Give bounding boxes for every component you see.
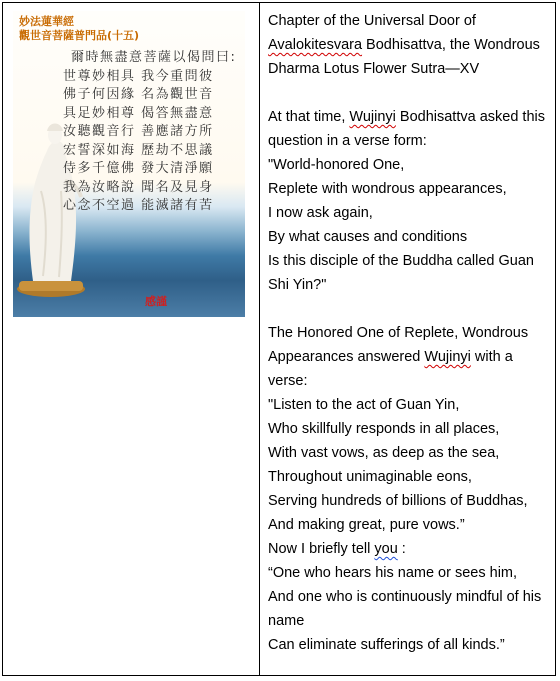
text-line: verse: <box>268 373 308 389</box>
text-line: name <box>268 613 305 629</box>
blank-line <box>268 297 547 321</box>
text-line: With vast vows, as deep as the sea, <box>268 445 500 461</box>
text-span: : <box>397 541 406 557</box>
text-span: with a <box>470 349 513 365</box>
verse-line: 宏誓深如海 歷劫不思議 <box>63 142 214 158</box>
text-line: Throughout unimaginable eons, <box>268 469 472 485</box>
text-line: question in a verse form: <box>268 133 427 149</box>
text-span: Appearances answered <box>268 349 425 365</box>
text-line: "World-honored One, <box>268 157 405 173</box>
text-line: "Listen to the act of Guan Yin, <box>268 397 460 413</box>
two-column-table <box>2 2 556 676</box>
text-span: Bodhisattva, the Wondrous <box>362 37 540 53</box>
chinese-verse <box>63 49 245 216</box>
spellcheck-word: Avalokitesvara <box>268 37 363 53</box>
image-title-line1: 妙法蓮華經 <box>19 15 74 28</box>
text-line: I now ask again, <box>268 205 373 221</box>
verse-line: 汝聽觀音行 善應諸方所 <box>63 124 214 139</box>
text-line: And making great, pure vows.” <box>268 517 465 533</box>
spellcheck-word: Wujinyi <box>424 349 471 365</box>
verse-line: 心念不空過 能滅諸有苦 <box>63 198 214 213</box>
spellcheck-word: Wujinyi <box>349 109 396 125</box>
image-title-line2: 觀世音菩薩普門品(十五) <box>19 29 140 42</box>
text-line: Shi Yin?" <box>268 277 327 293</box>
text-line <box>268 33 547 57</box>
text-line: Can eliminate sufferings of all kinds.” <box>268 637 505 653</box>
verse-line: 佛子何因緣 名為觀世音 <box>63 87 214 102</box>
guanyin-image <box>13 11 245 317</box>
text-span: At that time, <box>268 109 350 125</box>
image-cell <box>3 3 259 675</box>
text-line: Chapter of the Universal Door of <box>268 13 476 29</box>
blank-line <box>268 81 547 105</box>
text-line: “One who hears his name or sees him, <box>268 565 518 581</box>
verse-line: 世尊妙相具 我今重問彼 <box>63 68 214 84</box>
text-span: Bodhisattva asked this <box>395 109 545 125</box>
text-line: And one who is continuously mindful of his <box>268 589 542 605</box>
verse-line: 爾時無盡意菩薩以偈問曰: <box>71 50 237 65</box>
text-line: The Honored One of Replete, Wondrous <box>268 325 529 341</box>
text-line: Dharma Lotus Flower Sutra—XV <box>268 61 480 77</box>
text-span: Now I briefly tell <box>268 541 375 557</box>
text-line: By what causes and conditions <box>268 229 468 245</box>
verse-line: 我為汝略說 聞名及見身 <box>63 179 214 195</box>
grammar-check-word: you <box>374 541 398 557</box>
text-line: Is this disciple of the Buddha called Guan <box>268 253 534 269</box>
text-line <box>268 537 547 561</box>
text-line: Who skillfully responds in all places, <box>268 421 500 437</box>
seal-stamp: 感謹 <box>145 295 167 308</box>
text-line: Serving hundreds of billions of Buddhas, <box>268 493 528 509</box>
text-line <box>268 345 547 369</box>
text-line: Replete with wondrous appearances, <box>268 181 507 197</box>
text-line <box>268 105 547 129</box>
verse-line: 具足妙相尊 偈答無盡意 <box>63 105 214 121</box>
verse-line: 侍多千億佛 發大清淨願 <box>63 161 214 176</box>
english-text-cell <box>260 3 555 675</box>
